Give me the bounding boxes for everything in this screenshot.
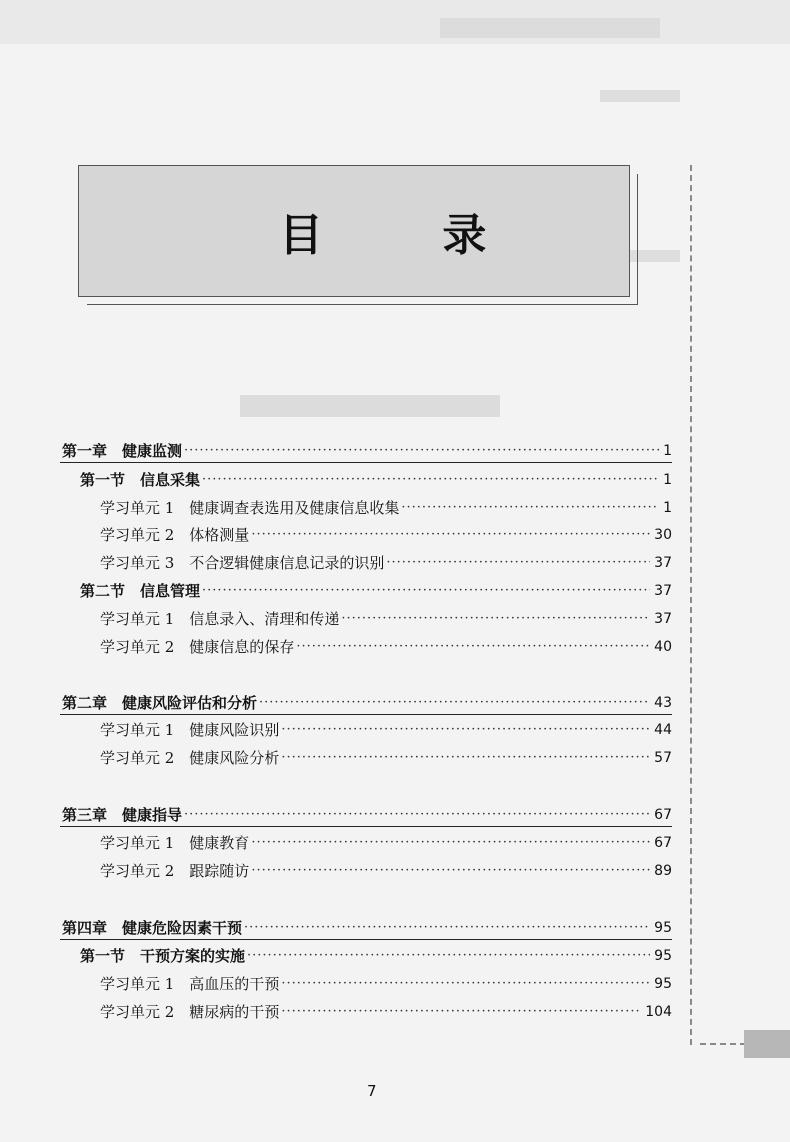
leader-dots bbox=[281, 750, 650, 766]
toc-unit-row[interactable] bbox=[100, 498, 672, 518]
chapter-rule bbox=[60, 939, 672, 940]
toc-page-number: 104 bbox=[645, 1004, 672, 1020]
toc-entry-title: 学习单元 2 健康风险分析 bbox=[100, 749, 280, 767]
toc-entry-title: 第一章 健康监测 bbox=[62, 442, 183, 460]
toc-page-number: 40 bbox=[654, 639, 672, 655]
toc-unit-row[interactable] bbox=[100, 833, 672, 853]
toc-chapter-row[interactable] bbox=[62, 805, 672, 825]
leader-dots bbox=[184, 807, 650, 823]
toc-chapter-row[interactable] bbox=[62, 918, 672, 938]
toc-entry-title: 学习单元 2 体格测量 bbox=[100, 526, 250, 544]
toc-page-number: 67 bbox=[654, 835, 672, 851]
chapter-rule bbox=[60, 826, 672, 827]
toc-unit-row[interactable] bbox=[100, 553, 672, 573]
toc-page-number: 43 bbox=[654, 695, 672, 711]
toc-entry-title: 学习单元 2 健康信息的保存 bbox=[100, 638, 295, 656]
toc-page-number: 95 bbox=[654, 976, 672, 992]
toc-entry-title: 学习单元 1 健康调查表选用及健康信息收集 bbox=[100, 499, 400, 517]
leader-dots bbox=[251, 835, 650, 851]
toc-entry-title: 第三章 健康指导 bbox=[62, 806, 183, 824]
chapter-rule bbox=[60, 462, 672, 463]
toc-entry-title: 第一节 干预方案的实施 bbox=[80, 947, 246, 965]
toc-unit-row[interactable] bbox=[100, 861, 672, 881]
toc-page-number: 1 bbox=[663, 500, 672, 516]
leader-dots bbox=[386, 555, 650, 571]
toc-page-number: 37 bbox=[654, 555, 672, 571]
leader-dots bbox=[401, 500, 659, 516]
toc-unit-row[interactable] bbox=[100, 525, 672, 545]
leader-dots bbox=[281, 976, 650, 992]
toc-section-row[interactable] bbox=[80, 946, 672, 966]
toc-entry-title: 第四章 健康危险因素干预 bbox=[62, 919, 243, 937]
toc-unit-row[interactable] bbox=[100, 1002, 672, 1022]
toc-page-number: 1 bbox=[663, 443, 672, 459]
toc-unit-row[interactable] bbox=[100, 720, 672, 740]
leader-dots bbox=[251, 527, 650, 543]
toc-unit-row[interactable] bbox=[100, 748, 672, 768]
toc-page-number: 95 bbox=[654, 920, 672, 936]
toc-section-row[interactable] bbox=[80, 581, 672, 601]
toc-page-number: 37 bbox=[654, 611, 672, 627]
chapter-rule bbox=[60, 714, 672, 715]
toc-unit-row[interactable] bbox=[100, 974, 672, 994]
toc-chapter-row[interactable] bbox=[62, 693, 672, 713]
toc-entry-title: 学习单元 3 不合逻辑健康信息记录的识别 bbox=[100, 554, 385, 572]
toc-page-number: 1 bbox=[663, 472, 672, 488]
toc-page-number: 67 bbox=[654, 807, 672, 823]
toc-page-number: 89 bbox=[654, 863, 672, 879]
leader-dots bbox=[202, 583, 650, 599]
toc-entry-title: 第一节 信息采集 bbox=[80, 471, 201, 489]
toc-unit-row[interactable] bbox=[100, 609, 672, 629]
toc-section-row[interactable] bbox=[80, 470, 672, 490]
toc-chapter-row[interactable] bbox=[62, 441, 672, 461]
toc-entry-title: 学习单元 2 糖尿病的干预 bbox=[100, 1003, 280, 1021]
leader-dots bbox=[259, 695, 650, 711]
toc-page-number: 57 bbox=[654, 750, 672, 766]
toc-entry-title: 学习单元 1 信息录入、清理和传递 bbox=[100, 610, 340, 628]
leader-dots bbox=[281, 1004, 641, 1020]
toc-entry-title: 学习单元 1 健康教育 bbox=[100, 834, 250, 852]
toc-page-number: 30 bbox=[654, 527, 672, 543]
toc-entry-title: 学习单元 1 健康风险识别 bbox=[100, 721, 280, 739]
toc-entry-title: 第二章 健康风险评估和分析 bbox=[62, 694, 258, 712]
leader-dots bbox=[184, 443, 659, 459]
toc-entry-title: 学习单元 2 跟踪随访 bbox=[100, 862, 250, 880]
page-number: 7 bbox=[367, 1082, 377, 1100]
toc-page-number: 37 bbox=[654, 583, 672, 599]
leader-dots bbox=[202, 472, 659, 488]
leader-dots bbox=[244, 920, 650, 936]
toc-unit-row[interactable] bbox=[100, 637, 672, 657]
leader-dots bbox=[281, 722, 650, 738]
leader-dots bbox=[247, 948, 650, 964]
leader-dots bbox=[341, 611, 650, 627]
toc-page-number: 95 bbox=[654, 948, 672, 964]
toc-entry-title: 第二节 信息管理 bbox=[80, 582, 201, 600]
toc-entry-title: 学习单元 1 高血压的干预 bbox=[100, 975, 280, 993]
toc-page-number: 44 bbox=[654, 722, 672, 738]
page-title: 目 录 bbox=[279, 210, 539, 261]
leader-dots bbox=[296, 639, 650, 655]
leader-dots bbox=[251, 863, 650, 879]
